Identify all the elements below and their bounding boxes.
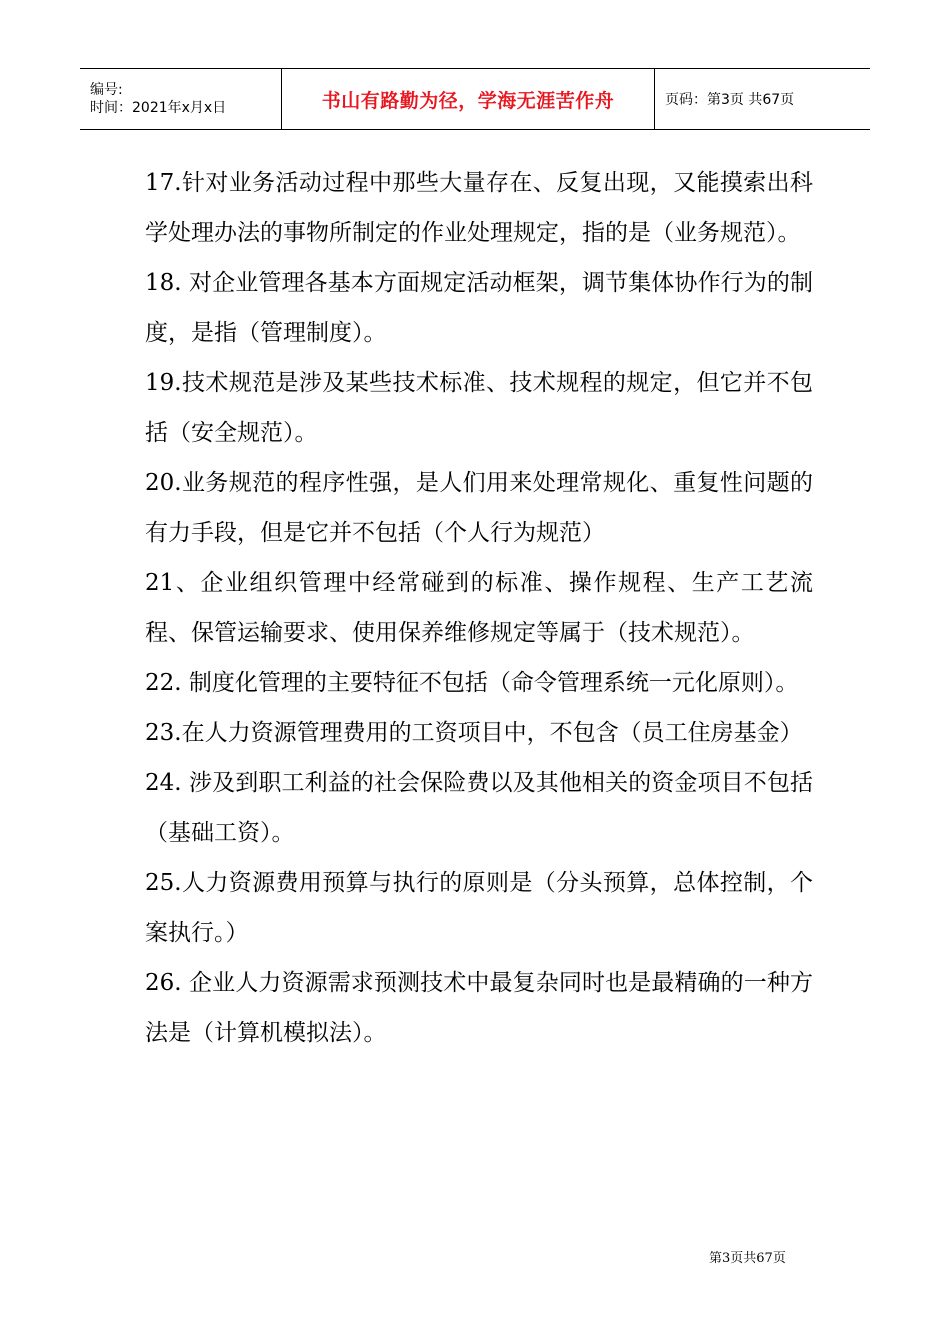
question-item: 23.在人力资源管理费用的工资项目中，不包含（员工住房基金） [145, 720, 803, 746]
question-item: 24. 涉及到职工利益的社会保险费以及其他相关的资金项目不包括（基础工资）。 [145, 770, 813, 846]
header-motto: 书山有路勤为径，学海无涯苦作舟 [321, 89, 615, 112]
document-number-label: 编号: [90, 82, 123, 98]
question-item: 20.业务规范的程序性强，是人们用来处理常规化、重复性问题的有力手段，但是它并不包括（个人行为规范） [145, 470, 813, 546]
question-item: 17.针对业务活动过程中那些大量存在、反复出现，又能摸索出科学处理办法的事物所制定的作业处理规定，指的是（业务规范）。 [145, 170, 813, 246]
page-footer: 第3页共67页 [709, 1251, 786, 1266]
document-time-label: 时间：2021年x月x日 [90, 100, 227, 116]
question-item: 21、企业组织管理中经常碰到的标准、操作规程、生产工艺流程、保管运输要求、使用保养维修规定等属于（技术规范）。 [145, 570, 813, 646]
question-item: 25.人力资源费用预算与执行的原则是（分头预算，总体控制，个案执行。） [145, 870, 813, 946]
header-motto-cell [282, 69, 655, 129]
question-item: 26. 企业人力资源需求预测技术中最复杂同时也是最精确的一种方法是（计算机模拟法）。 [145, 970, 813, 1046]
header-page-cell [655, 69, 870, 129]
question-item: 19.技术规范是涉及某些技术标准、技术规程的规定，但它并不包括（安全规范）。 [145, 370, 813, 446]
page-header [80, 68, 870, 130]
question-list [145, 158, 813, 1058]
question-item: 22. 制度化管理的主要特征不包括（命令管理系统一元化原则）。 [145, 670, 799, 696]
header-meta-cell [80, 69, 282, 129]
header-page-number: 页码：第3页 共67页 [665, 92, 795, 108]
question-item: 18. 对企业管理各基本方面规定活动框架，调节集体协作行为的制度，是指（管理制度）。 [145, 270, 813, 346]
